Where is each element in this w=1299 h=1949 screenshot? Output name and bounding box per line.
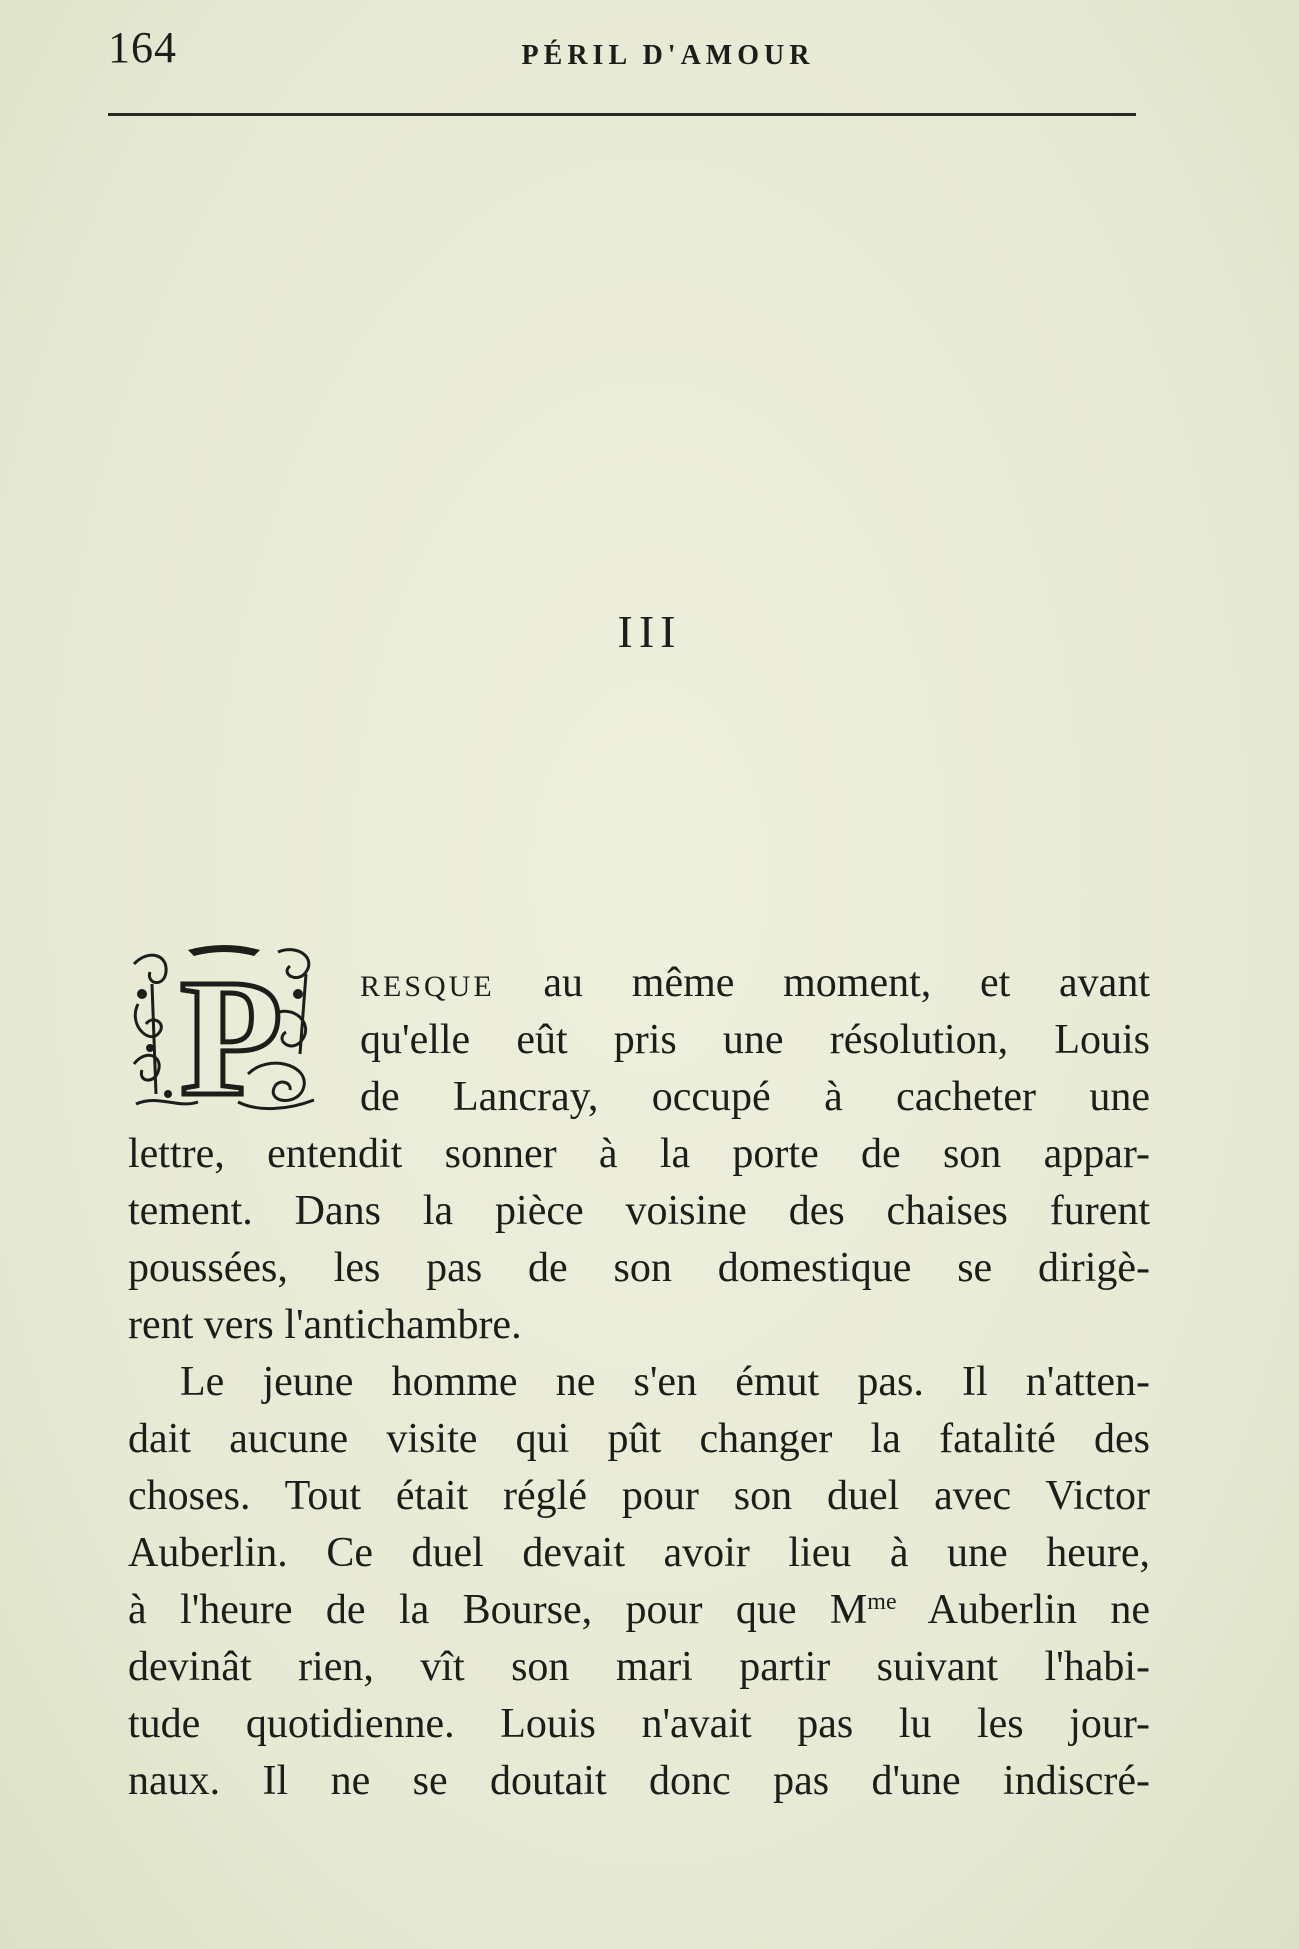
text-line: tude quotidienne. Louis n'avait pas lu les jour- [128,1701,1150,1747]
drop-cap-letter: P [180,945,283,1114]
text-line: choses. Tout était réglé pour son duel avec Victor [128,1473,1150,1519]
text-line: poussées, les pas de son domestique se dirigè- [128,1245,1150,1291]
header-rule [108,113,1136,116]
text-line: tement. Dans la pièce voisine des chaises furent [128,1188,1150,1234]
text-line: de Lancray, occupé à cacheter une [360,1074,1150,1120]
text-line: RESQUE au même moment, et avant [360,960,1150,1006]
drop-cap-word-rest: RESQUE [360,970,495,1003]
text-line: lettre, entendit sonner à la porte de son appar- [128,1131,1150,1177]
running-title: PÉRIL D'AMOUR [521,40,815,71]
page-number: 164 [108,23,177,72]
page-header [108,18,1138,78]
text-line: naux. Il ne se doutait donc pas d'une indiscré- [128,1758,1150,1804]
body-text [128,955,1150,1810]
text-line: Le jeune homme ne s'en émut pas. Il n'atten- [180,1359,1150,1405]
text-line: dait aucune visite qui pût changer la fatalité des [128,1416,1150,1462]
chapter-number: III [617,606,682,657]
text-line: qu'elle eût pris une résolution, Louis [360,1017,1150,1063]
text-line: rent vers l'antichambre. [128,1302,522,1348]
text-line: Auberlin. Ce duel devait avoir lieu à une heure, [128,1530,1150,1576]
text-line: à l'heure de la Bourse, pour que $M^{me}$ Auberlin ne [128,1587,1151,1633]
text-line: devinât rien, vît son mari partir suivant l'habi- [128,1644,1150,1690]
